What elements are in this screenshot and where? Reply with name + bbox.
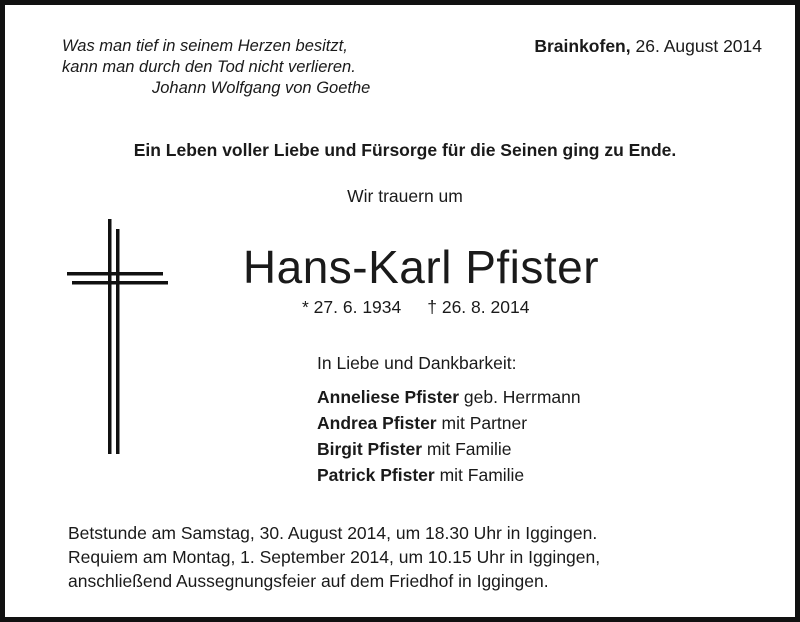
- mourner-relation: mit Familie: [439, 465, 525, 485]
- life-dates: [302, 297, 529, 318]
- lead-sentence: Ein Leben voller Liebe und Fürsorge für die Seinen ging zu Ende.: [133, 140, 677, 160]
- list-item: [317, 462, 581, 488]
- birth-date: * 27. 6. 1934: [302, 297, 402, 317]
- mourner-name: Patrick Pfister: [317, 465, 435, 485]
- place-date: [534, 36, 762, 57]
- mourner-name: Birgit Pfister: [317, 439, 423, 459]
- mourning-line: Wir trauern um: [347, 186, 463, 206]
- mourner-relation: mit Familie: [426, 439, 512, 459]
- mourners-list: [317, 384, 581, 488]
- list-item: [317, 410, 581, 436]
- list-item: [317, 436, 581, 462]
- service-line: Requiem am Montag, 1. September 2014, um 10.15 Uhr in Iggingen,: [68, 547, 601, 567]
- list-item: [317, 384, 581, 410]
- death-date: † 26. 8. 2014: [427, 297, 530, 317]
- service-line: anschließend Aussegnungsfeier auf dem Friedhof in Iggingen.: [68, 571, 549, 591]
- place-name: Brainkofen,: [534, 36, 631, 56]
- quote-line-2: kann man durch den Tod nicht verlieren.: [62, 58, 356, 76]
- service-line: Betstunde am Samstag, 30. August 2014, um 18.30 Uhr in Iggingen.: [68, 523, 598, 543]
- quote-line-1: Was man tief in seinem Herzen besitzt,: [62, 37, 348, 55]
- mourner-relation: geb. Herrmann: [463, 387, 581, 407]
- mourner-name: Andrea Pfister: [317, 413, 437, 433]
- quote-author: Johann Wolfgang von Goethe: [152, 79, 371, 97]
- notice-date: 26. August 2014: [635, 36, 762, 56]
- service-info: [68, 521, 600, 593]
- mourner-relation: mit Partner: [441, 413, 528, 433]
- deceased-name: Hans-Karl Pfister: [242, 241, 600, 293]
- thanks-line: In Liebe und Dankbarkeit:: [317, 353, 517, 373]
- goethe-quote: [62, 36, 370, 99]
- mourner-name: Anneliese Pfister: [317, 387, 459, 407]
